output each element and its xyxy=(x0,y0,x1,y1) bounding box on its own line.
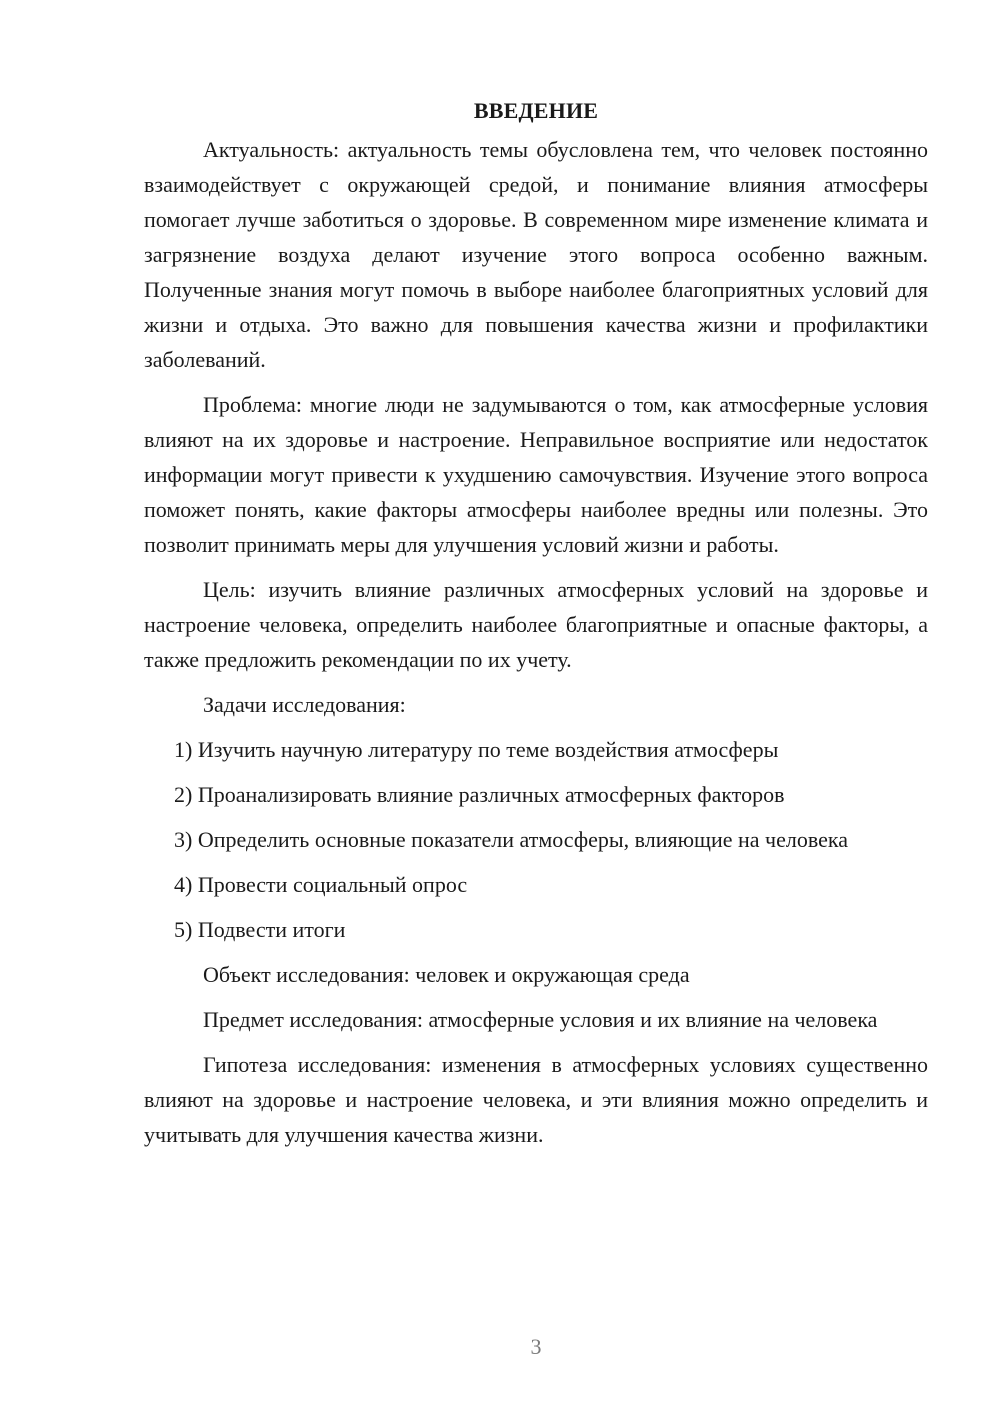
goal-paragraph: Цель: изучить влияние различных атмосферных условий на здоровье и настроение человека, определить наиболее благоприятные и опасные факторы, а также предложить рекомендации по их учету. xyxy=(144,577,928,672)
relevance-paragraph: Актуальность: актуальность темы обусловлена тем, что человек постоянно взаимодействует с окружающей средой, и понимание влияния атмосферы помогает лучше заботиться о здоровье. В современном мире изменение климата и загрязнение воздуха делают изучение этого вопроса особенно важным. Полученные знания могут помочь в выборе наиболее благоприятных условий для жизни и отдыха. Это важно для повышения качества жизни и профилактики заболеваний. xyxy=(144,137,928,372)
list-item: 3) Определить основные показатели атмосферы, влияющие на человека xyxy=(174,827,849,852)
page-title: ВВЕДЕНИЕ xyxy=(473,98,599,123)
problem-paragraph: Проблема: многие люди не задумываются о том, как атмосферные условия влияют на их здоровье и настроение. Неправильное восприятие или недостаток информации могут привести к ухудшению самочувствия. Изучение этого вопроса поможет понять, какие факторы атмосферы наиболее вредны или полезны. Это позволит принимать меры для улучшения условий жизни и работы. xyxy=(144,392,928,557)
list-item: 2) Проанализировать влияние различных атмосферных факторов xyxy=(174,782,785,807)
tasks-heading: Задачи исследования: xyxy=(203,692,406,717)
list-item: 5) Подвести итоги xyxy=(174,917,346,942)
object-paragraph: Объект исследования: человек и окружающая среда xyxy=(203,962,690,987)
tasks-list xyxy=(144,732,928,947)
page-number: 3 xyxy=(530,1334,542,1359)
list-item: 1) Изучить научную литературу по теме воздействия атмосферы xyxy=(174,737,779,762)
list-item: 4) Провести социальный опрос xyxy=(174,872,468,897)
page-content xyxy=(144,93,928,1162)
subject-paragraph: Предмет исследования: атмосферные условия и их влияние на человека xyxy=(203,1007,878,1032)
hypothesis-paragraph: Гипотеза исследования: изменения в атмосферных условиях существенно влияют на здоровье и настроение человека, и эти влияния можно определить и учитывать для улучшения качества жизни. xyxy=(144,1052,928,1147)
